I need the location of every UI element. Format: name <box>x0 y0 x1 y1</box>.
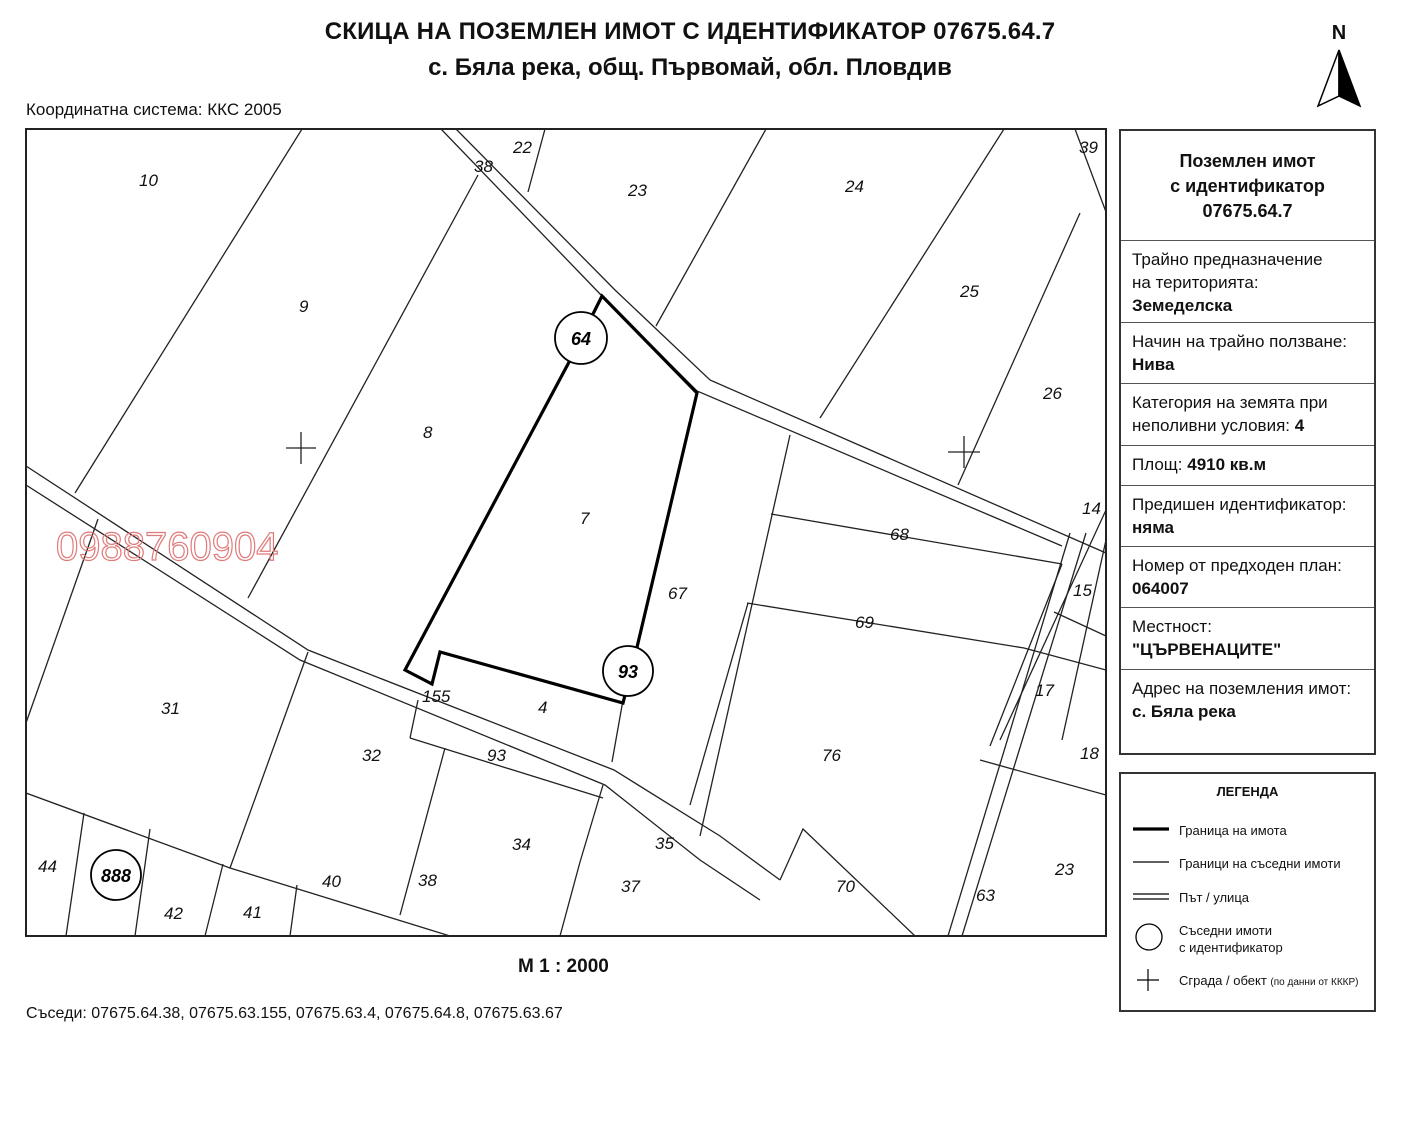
parcel-number: 93 <box>487 746 506 765</box>
legend-title: ЛЕГЕНДА <box>1216 784 1279 799</box>
info-value: Нива <box>1132 355 1175 374</box>
info-row-prev-id <box>1121 486 1374 547</box>
info-label: Категория на земята при <box>1132 393 1328 412</box>
parcel-number: 76 <box>822 746 841 765</box>
info-heading-line: 07675.64.7 <box>1202 201 1293 221</box>
circled-label: 93 <box>617 662 639 682</box>
watermark: 0988760904 <box>56 525 279 569</box>
parcel-number: 67 <box>668 584 687 603</box>
parcel-number: 23 <box>628 181 647 200</box>
parcel-number: 15 <box>1073 581 1092 600</box>
info-heading <box>1121 131 1374 241</box>
coordinate-system: Координатна система: ККС 2005 <box>26 100 282 119</box>
legend-building <box>1179 973 1359 988</box>
parcel-number: 14 <box>1082 499 1101 518</box>
info-value: Земеделска <box>1132 296 1233 315</box>
parcel-number: 38 <box>418 871 437 890</box>
info-label: Номер от предходен план: <box>1132 556 1342 575</box>
parcel-number: 22 <box>513 138 532 157</box>
parcel-number: 34 <box>512 835 531 854</box>
legend-building-note: (по данни от КККР) <box>1270 977 1359 988</box>
parcel-number: 10 <box>139 171 158 190</box>
info-row-purpose <box>1121 241 1374 323</box>
parcel-number: 42 <box>164 904 183 923</box>
parcel-number: 24 <box>845 177 864 196</box>
info-row-address <box>1121 670 1374 755</box>
parcel-info-panel <box>1119 129 1376 755</box>
info-value: "ЦЪРВЕНАЦИТЕ" <box>1132 640 1282 659</box>
info-label: Предишен идентификатор: <box>1132 495 1347 514</box>
parcel-number: 155 <box>422 687 451 706</box>
info-label: Местност: <box>1132 617 1212 636</box>
parcel-number: 4 <box>538 698 548 717</box>
parcel-number: 37 <box>621 877 640 896</box>
info-row-usage <box>1121 323 1374 384</box>
parcel-number: 17 <box>1035 681 1054 700</box>
parcel-number: 23 <box>1055 860 1074 879</box>
parcel-number: 70 <box>836 877 855 896</box>
page-title: СКИЦА НА ПОЗЕМЛЕН ИМОТ С ИДЕНТИФИКАТОР 07675.64.7 <box>324 18 1056 45</box>
legend-circled-2: с идентификатор <box>1179 940 1283 955</box>
parcel-number: 68 <box>890 525 909 544</box>
info-row-prev-plan <box>1121 547 1374 608</box>
parcel-number: 8 <box>423 423 433 442</box>
circle-icon <box>1136 924 1162 950</box>
parcel-number: 26 <box>1043 384 1062 403</box>
parcel-number: 39 <box>1079 138 1098 157</box>
parcel-number: 69 <box>855 613 874 632</box>
legend <box>1119 772 1376 1012</box>
info-value: 064007 <box>1132 579 1189 598</box>
info-label: Площ: <box>1132 455 1183 474</box>
info-value: няма <box>1132 518 1174 537</box>
north-label: N <box>1331 22 1347 44</box>
info-row-area <box>1121 446 1374 486</box>
parcel-number: 18 <box>1080 744 1099 763</box>
parcel-number: 7 <box>580 509 590 528</box>
info-label: Трайно предназначение <box>1132 250 1323 269</box>
circled-label: 888 <box>100 866 132 886</box>
parcel-number: 31 <box>161 699 180 718</box>
parcel-number: 44 <box>38 857 57 876</box>
parcel-number: 63 <box>976 886 995 905</box>
parcel-number: 9 <box>299 297 309 316</box>
info-label: на територията: <box>1132 273 1259 292</box>
info-value: 4910 кв.м <box>1187 455 1267 474</box>
subject-parcel-boundary <box>405 296 697 703</box>
info-value: с. Бяла река <box>1132 702 1236 721</box>
parcel-number: 32 <box>362 746 381 765</box>
parcel-number: 41 <box>243 903 262 922</box>
info-value: 4 <box>1294 416 1305 435</box>
legend-building-label: Сграда / обект <box>1179 973 1267 988</box>
map-scale: М 1 : 2000 <box>518 956 609 977</box>
page-subtitle: с. Бяла река, общ. Първомай, обл. Пловдив <box>428 54 952 81</box>
info-label: Адрес на поземления имот: <box>1132 679 1352 698</box>
info-heading-line: с идентификатор <box>1170 176 1325 196</box>
legend-road: Път / улица <box>1179 890 1249 905</box>
legend-circled-1: Съседни имоти <box>1179 923 1272 938</box>
circled-label: 64 <box>570 329 592 349</box>
parcel-number: 38 <box>474 157 493 176</box>
info-label: Начин на трайно ползване: <box>1132 332 1348 351</box>
info-label: неполивни условия: <box>1132 416 1291 435</box>
parcel-number: 35 <box>655 834 674 853</box>
info-heading-line: Поземлен имот <box>1179 151 1316 171</box>
info-row-category <box>1121 384 1374 446</box>
info-row-locality <box>1121 608 1374 670</box>
legend-neighbours: Граници на съседни имоти <box>1179 856 1341 871</box>
parcel-number: 40 <box>322 872 341 891</box>
neighbours-list: Съседи: 07675.64.38, 07675.63.155, 07675.63.4, 07675.64.8, 07675.63.67 <box>26 1005 563 1022</box>
legend-boundary: Граница на имота <box>1179 823 1287 838</box>
parcel-number: 25 <box>960 282 979 301</box>
